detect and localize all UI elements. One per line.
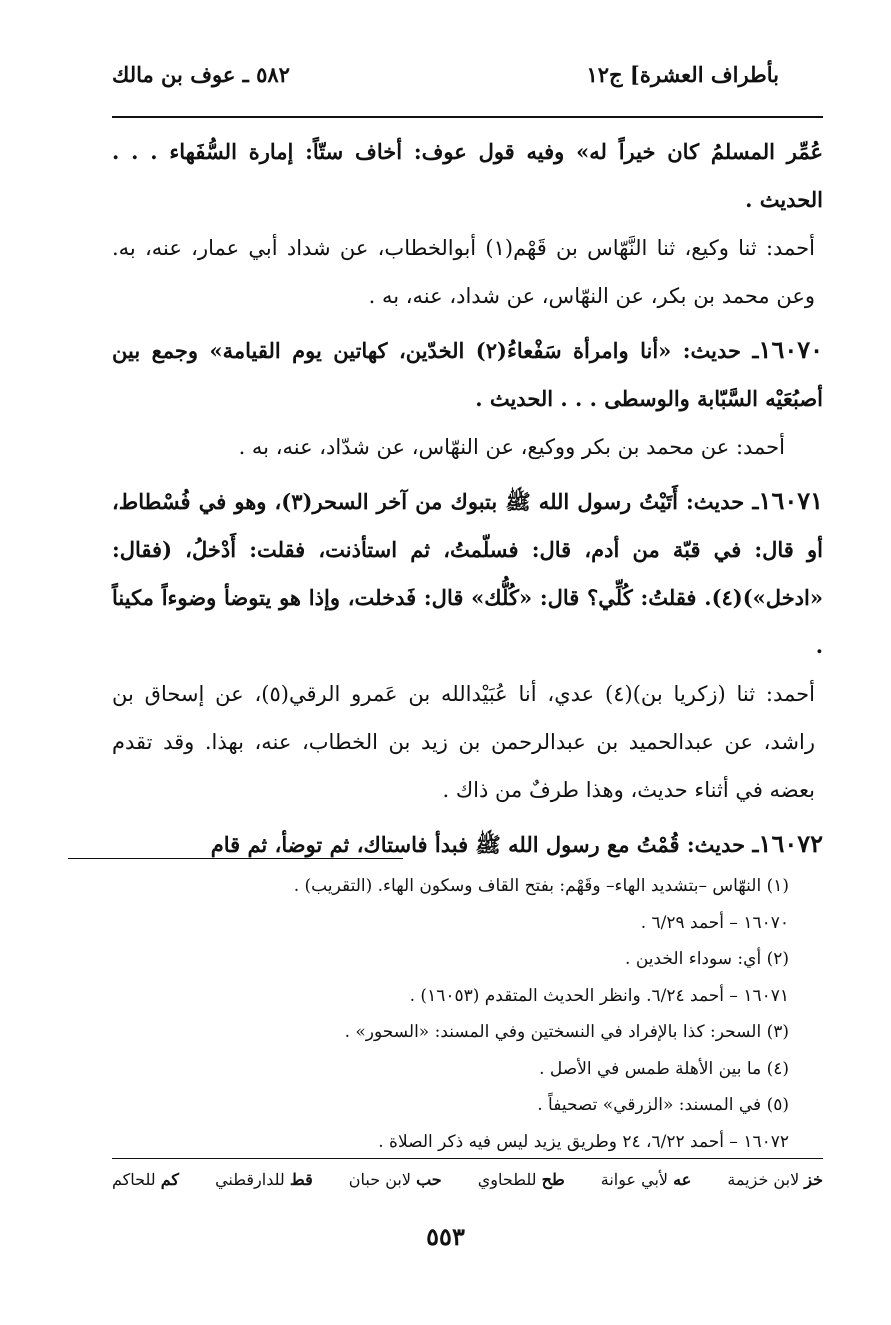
footnote: (٢) أي: سوداء الخدين . — [625, 949, 789, 969]
footnote: ١٦٠٧١ – أحمد ٦/٢٤. وانظر الحديث المتقدم (١٦٠٥٣) . — [409, 985, 789, 1006]
abbreviation: حب لابن حبان — [348, 1170, 442, 1189]
main-text — [112, 128, 823, 869]
abbreviation: خز لابن خزيمة — [727, 1170, 823, 1189]
continued-hadith-text: عُمِّر المسلمُ كان خيراً له» وفيه قول عوف: أخاف ستّاً: إمارة السُّفَهاء . . . الحديث . — [112, 139, 823, 212]
hadith-entry — [112, 820, 823, 869]
source-chain: أحمد: ثنا وكيع، ثنا النَّهّاس بن قَهْم(١) أبوالخطاب، عن شداد أبي عمار، عنه، به. وعن محمد بن بكر، عن النهّاس، عن شداد، عنه، به . — [112, 236, 815, 308]
hadith-number: ١٦٠٧٠ — [758, 335, 823, 364]
footnote: (٣) السحر: كذا بالإفراد في النسختين وفي المسند: «السحور» . — [344, 1022, 789, 1042]
header-section-title: بأطراف العشرة] ج١٢ — [586, 62, 779, 87]
source-chain: أحمد: عن محمد بن بكر ووكيع، عن النهّاس، عن شدّاد، عنه، به . — [238, 435, 785, 459]
footnote: ١٦٠٧٠ – أحمد ٦/٢٩ . — [640, 912, 789, 933]
hadith-text: ـ حديث: أَتَيْتُ رسول الله ﷺ بتبوك من آخر السحر(٣)، وهو في فُسْطاط، أو قال: في قبّة من أدم، قال: فسلّمتُ، ثم استأذنت، فقلت: أَدْخلُ، (فقال: «ادخل»)(٤). فقلتُ: كُلِّي؟ قال: «كُلُّك» قال: فَدخلت، وإذا هو يتوضأ وضوءاً مكيناً . — [112, 489, 823, 658]
page-number: ٥٥٣ — [426, 1222, 465, 1251]
running-header — [112, 62, 779, 87]
footnote: (٥) في المسند: «الزرقي» تصحيفاً . — [537, 1095, 789, 1115]
header-chapter-title: ٥٨٢ ـ عوف بن مالك — [112, 62, 290, 87]
hadith-text: ـ حديث: قُمْتُ مع رسول الله ﷺ فبدأ فاستاك، ثم توضأ، ثم قام — [210, 832, 759, 857]
hadith-entry — [112, 326, 823, 423]
abbreviations-key — [112, 1170, 823, 1189]
source-chain: أحمد: ثنا (زكريا بن)(٤) عدي، أنا عُبَيْدالله بن عَمرو الرقي(٥)، عن إسحاق بن راشد، عن عبدالحميد بن عبدالرحمن بن زيد بن الخطاب، عنه، بهذا. وقد تقدم بعضه في أثناء حديث، وهذا طرفٌ من ذاك . — [112, 682, 815, 802]
hadith-entry — [112, 477, 823, 670]
abbreviations-rule — [112, 1158, 823, 1159]
hadith-text: ـ حديث: «أنا وامرأة سَفْعاءُ(٢) الخدّين، كهاتين يوم القيامة» وجمع بين أصبُعَيْه السَّبّابة والوسطى . . . الحديث . — [112, 338, 823, 411]
abbreviation: عه لأبي عوانة — [600, 1170, 692, 1189]
footnotes — [112, 868, 789, 1160]
hadith-number: ١٦٠٧١ — [758, 486, 823, 515]
footnote-rule — [68, 858, 403, 859]
footnote: (١) النهّاس –بتشديد الهاء– وقَهْم: بفتح القاف وسكون الهاء. (التقريب) . — [293, 876, 789, 896]
header-rule — [112, 116, 823, 118]
abbreviation: كم للحاكم — [112, 1170, 180, 1189]
abbreviation: قط للدارقطني — [215, 1170, 313, 1189]
footnote: ١٦٠٧٢ – أحمد ٦/٢٢، ٢٤ وطريق يزيد ليس فيه ذكر الصلاة . — [378, 1131, 789, 1152]
abbreviation: طح للطحاوي — [477, 1170, 565, 1189]
hadith-number: ١٦٠٧٢ — [758, 829, 823, 858]
footnote: (٤) ما بين الأهلة طمس في الأصل . — [539, 1058, 789, 1079]
